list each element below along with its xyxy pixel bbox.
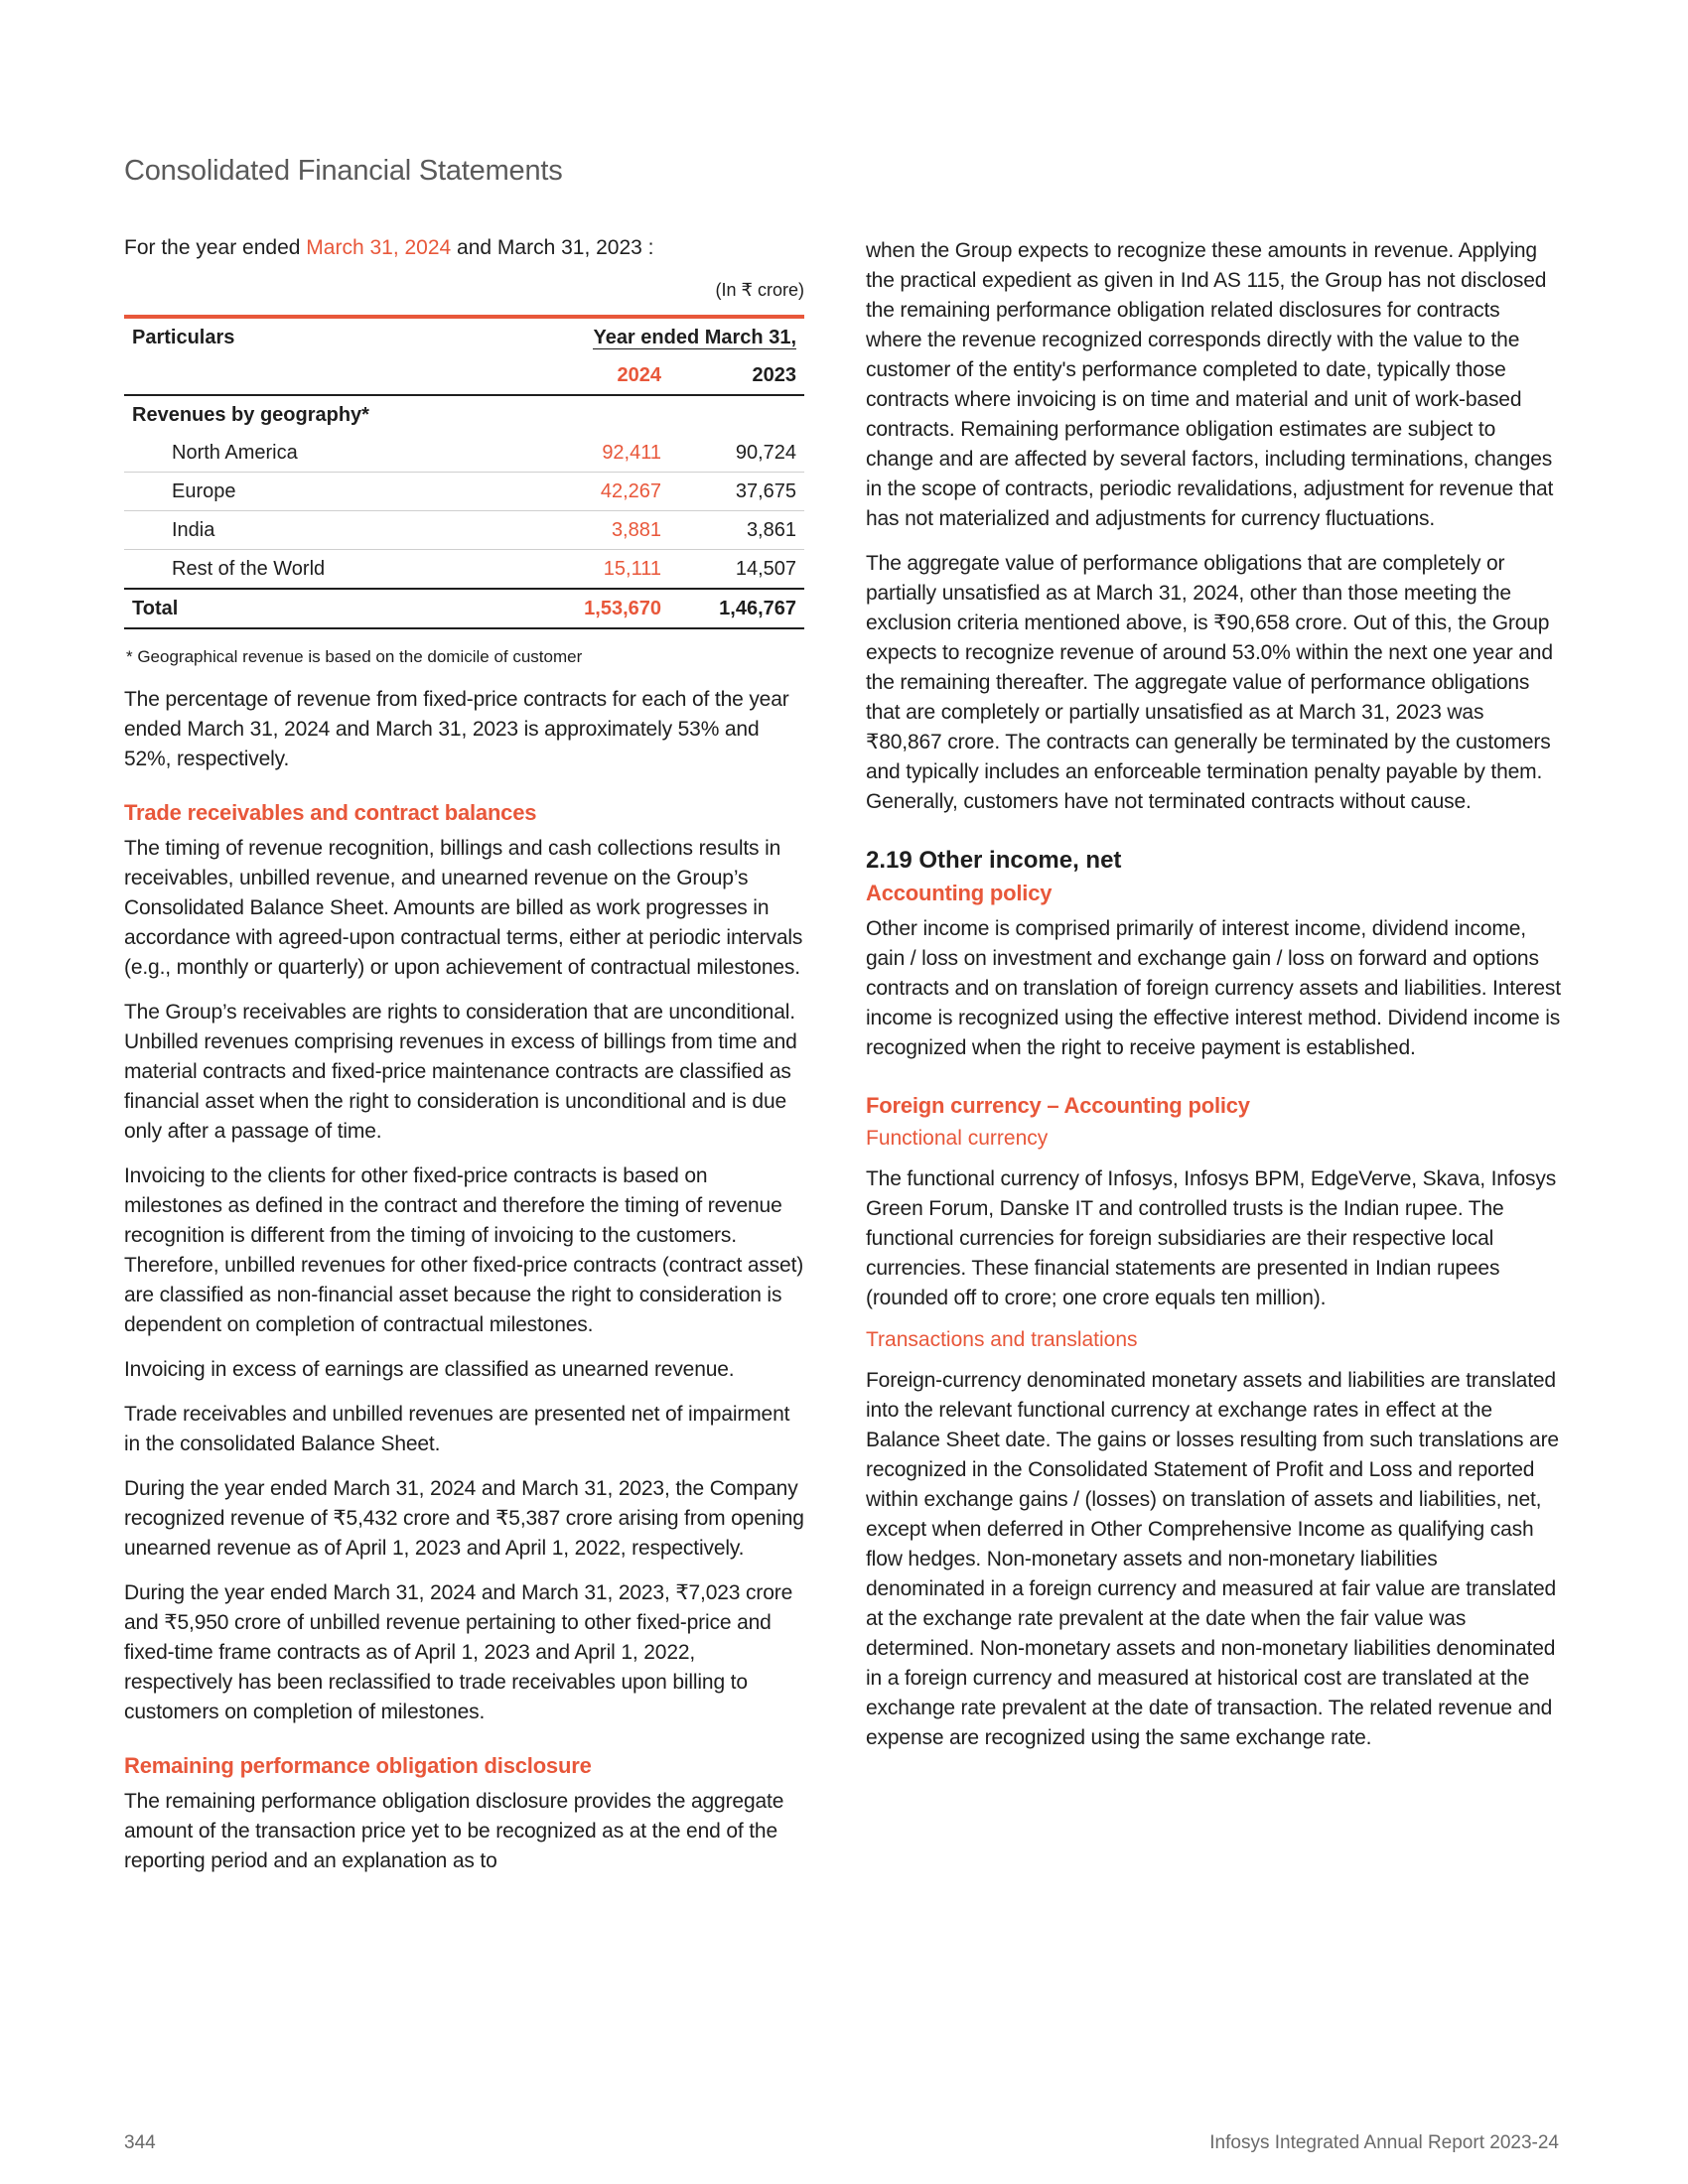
paragraph: During the year ended March 31, 2024 and March 31, 2023, the Company recognized revenue of ₹5,432 crore and ₹5,387 crore arising from opening unearned revenue as of April 1, 2023 and April 1, 2022, respectively. bbox=[124, 1477, 804, 1560]
paragraph: The remaining performance obligation disclosure provides the aggregate amount of the transaction price yet to be recognized as at the end of the reporting period and an explanation as to bbox=[124, 1790, 784, 1872]
section-label: Revenues by geography* bbox=[132, 403, 369, 426]
paragraph: Trade receivables and unbilled revenues are presented net of impairment in the consolidated Balance Sheet. bbox=[124, 1403, 790, 1455]
paragraph: The Group’s receivables are rights to consideration that are unconditional. Unbilled revenues comprising revenues in excess of billings from time and material contracts and fixed-price maintenance contracts are classified as financial asset when the right to consideration is unconditional and is due only after a passage of time. bbox=[124, 1001, 797, 1143]
section-heading: Accounting policy bbox=[866, 881, 1053, 905]
col-group-label: Year ended March 31, bbox=[593, 326, 796, 348]
table-row: India 3,881 3,861 bbox=[124, 511, 804, 550]
year-2024-header: 2024 bbox=[534, 356, 669, 395]
section-heading: Trade receivables and contract balances bbox=[124, 800, 537, 825]
col-group-header bbox=[534, 317, 804, 356]
paragraph: when the Group expects to recognize these amounts in revenue. Applying the practical expedient as given in Ind AS 115, the Group has not disclosed the remaining performance obligation related disclosures for contracts where the revenue recognized corresponds directly with the value to the customer of the entity's performance completed to date, typically those contracts where invoicing is on time and material and unit of work-based contracts. Remaining performance obligation estimates are subject to change and are affected by several factors, including terminations, changes in the scope of contracts, periodic revalidations, adjustment for revenue that has not materialized and adjustments for currency fluctuations. bbox=[866, 239, 1554, 530]
subsection-heading: Transactions and translations bbox=[866, 1328, 1138, 1351]
paragraph: The aggregate value of performance obligations that are completely or partially unsatisfied as at March 31, 2024, other than those meeting the exclusion criteria mentioned above, is ₹90,658 crore. Out of this, the Group expects to recognize revenue of around 53.0% within the next one year and the remaining thereafter. The aggregate value of performance obligations that are completely or partially unsatisfied as at March 31, 2023 was ₹80,867 crore. The contracts can generally be terminated by the customers and typically includes an enforceable termination penalty payable by them. Generally, customers have not terminated contracts without cause. bbox=[866, 552, 1553, 813]
table-intro bbox=[124, 236, 804, 260]
subsection-heading: Functional currency bbox=[866, 1127, 1049, 1150]
left-column bbox=[124, 236, 804, 1891]
page-number: 344 bbox=[124, 2132, 156, 2153]
paragraph: Foreign-currency denominated monetary assets and liabilities are translated into the relevant functional currency at exchange rates in effect at the Balance Sheet date. The gains or losses resulting from such translations are recognized in the Consolidated Statement of Profit and Loss and reported within exchange gains / (losses) on translation of assets and liabilities, net, except when deferred in Other Comprehensive Income as qualifying cash flow hedges. Non-monetary assets and non-monetary liabilities denominated in a foreign currency and measured at fair value are translated at the exchange rate prevalent at the date when the fair value was determined. Non-monetary assets and non-monetary liabilities denominated in a foreign currency and measured at historical cost are translated at the exchange rate prevalent at the date of transaction. The related revenue and expense are recognized using the same exchange rate. bbox=[866, 1369, 1559, 1749]
table-row: Europe 42,267 37,675 bbox=[124, 473, 804, 511]
intro-suffix: and March 31, 2023 : bbox=[451, 236, 654, 259]
paragraph: The timing of revenue recognition, billings and cash collections results in receivables, unbilled revenue, and unearned revenue on the Group’s Consolidated Balance Sheet. Amounts are billed as work progresses in accordance with agreed-upon contractual terms, either at periodic intervals (e.g., monthly or quarterly) or upon achievement of contractual milestones. bbox=[124, 837, 803, 979]
report-name: Infosys Integrated Annual Report 2023-24 bbox=[1209, 2132, 1559, 2153]
page-title: Consolidated Financial Statements bbox=[124, 155, 563, 187]
section-heading: Remaining performance obligation disclosure bbox=[124, 1753, 592, 1778]
table-footnote: * Geographical revenue is based on the domicile of customer bbox=[126, 647, 583, 666]
intro-highlight: March 31, 2024 bbox=[306, 236, 452, 259]
table-row: Rest of the World 15,111 14,507 bbox=[172, 557, 796, 580]
paragraph: Invoicing in excess of earnings are classified as unearned revenue. bbox=[124, 1358, 735, 1381]
paragraph: The percentage of revenue from fixed-price contracts for each of the year ended March 31, 2024 and March 31, 2023 is approximately 53% and 52%, respectively. bbox=[124, 688, 789, 770]
paragraph: Invoicing to the clients for other fixed-price contracts is based on milestones as defined in the contract and therefore the timing of revenue recognition is different from the timing of invoicing to the customers. Therefore, unbilled revenues for other fixed-price contracts (contract asset) are classified as non-financial asset because the right to consideration is dependent on completion of contractual milestones. bbox=[124, 1164, 804, 1336]
table-total-row: Total 1,53,670 1,46,767 bbox=[124, 589, 804, 628]
paragraph: Other income is comprised primarily of interest income, dividend income, gain / loss on investment and exchange gain / loss on forward and options contracts and on translation of foreign currency assets and liabilities. Interest income is recognized using the effective interest method. Dividend income is recognized when the right to receive payment is established. bbox=[866, 917, 1561, 1059]
intro-prefix: For the year ended bbox=[124, 236, 307, 259]
revenue-geography-table bbox=[124, 315, 804, 629]
table-row: North America 92,411 90,724 bbox=[124, 434, 804, 473]
year-2023-header: 2023 bbox=[669, 356, 804, 395]
section-title: 2.19 Other income, net bbox=[866, 847, 1122, 874]
section-heading: Foreign currency – Accounting policy bbox=[866, 1093, 1250, 1118]
paragraph: During the year ended March 31, 2024 and March 31, 2023, ₹7,023 crore and ₹5,950 crore of unbilled revenue pertaining to other fixed-price and fixed-time frame contracts as of April 1, 2023 and April 1, 2022, respectively has been reclassified to trade receivables upon billing to customers on completion of milestones. bbox=[124, 1581, 793, 1723]
right-column bbox=[866, 236, 1561, 1768]
paragraph: The functional currency of Infosys, Infosys BPM, EdgeVerve, Skava, Infosys Green Forum, Danske IT and controlled trusts is the Indian rupee. The functional currencies for foreign subsidiaries are their respective local currencies. These financial statements are presented in Indian rupees (rounded off to crore; one crore equals ten million). bbox=[866, 1167, 1557, 1309]
unit-label: (In ₹ crore) bbox=[715, 280, 804, 300]
col-particulars: Particulars bbox=[132, 326, 235, 348]
